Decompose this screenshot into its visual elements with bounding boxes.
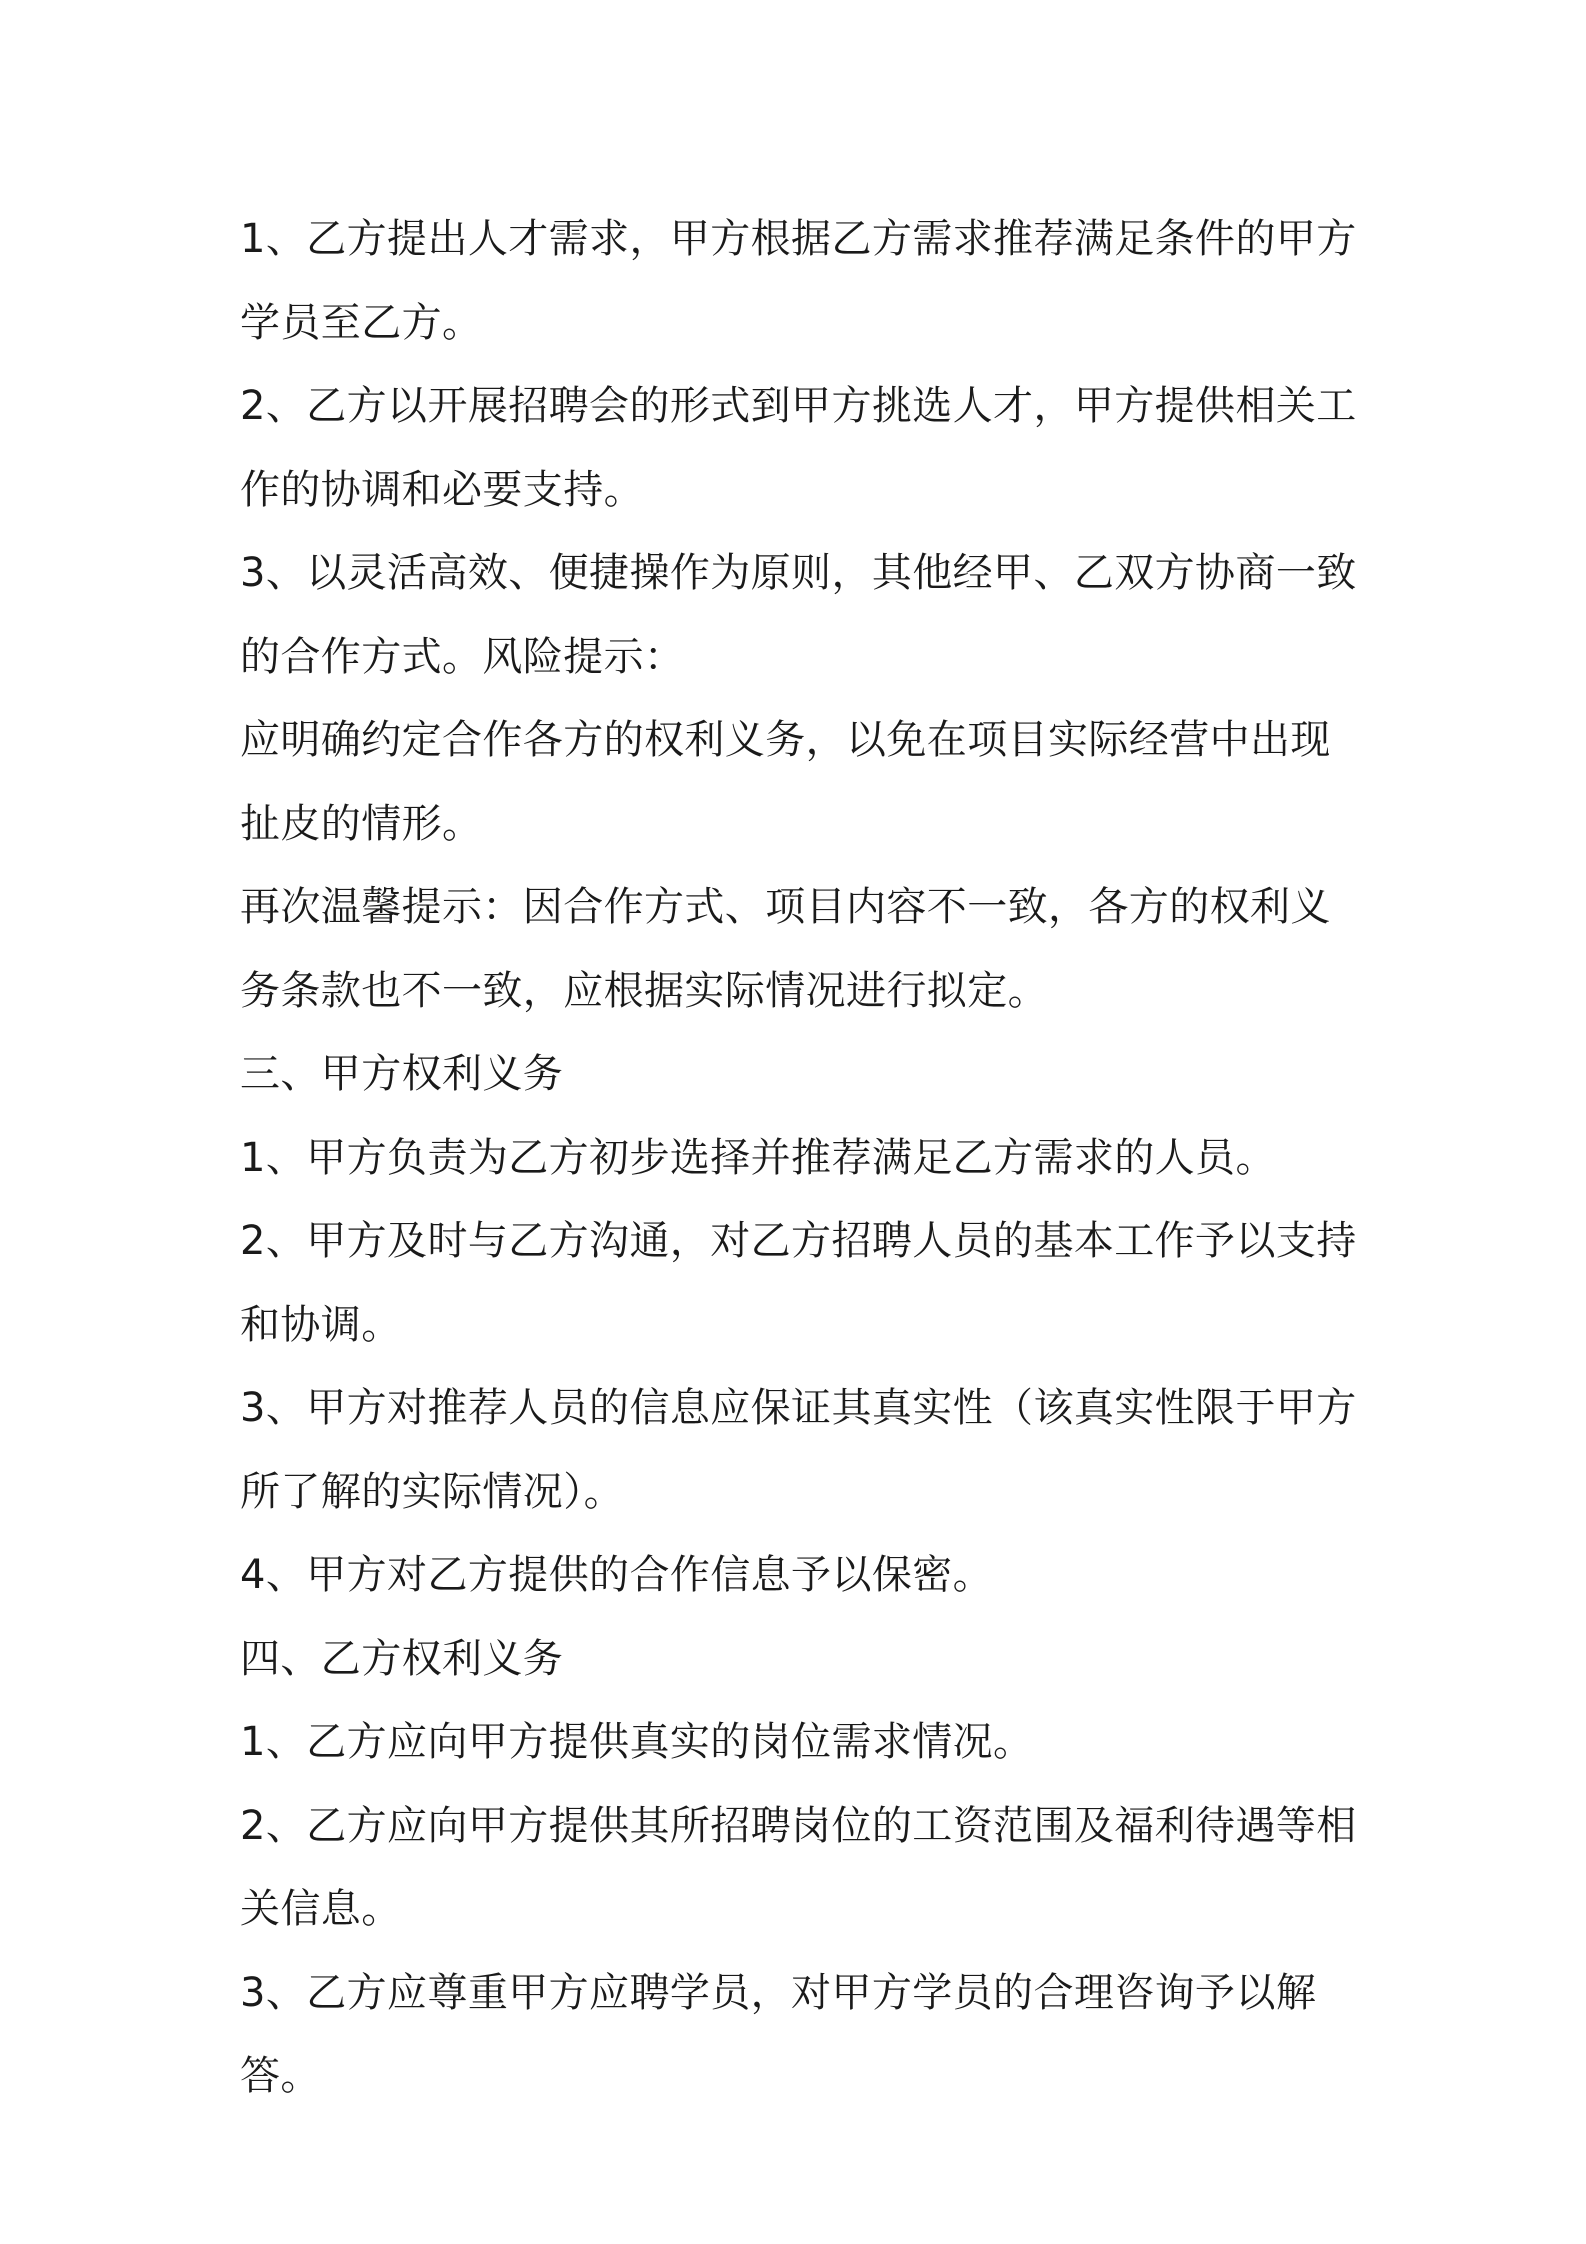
paragraph-7: 1、甲方负责为乙方初步选择并推荐满足乙方需求的人员。 — [240, 1134, 1276, 1181]
paragraph-1: 1、乙方提出人才需求，甲方根据乙方需求推荐满足条件的甲方学员至乙方。 — [240, 216, 1357, 346]
paragraph-8: 2、甲方及时与乙方沟通，对乙方招聘人员的基本工作予以支持和协调。 — [240, 1218, 1357, 1348]
paragraph-2: 2、乙方以开展招聘会的形式到甲方挑选人才，甲方提供相关工作的协调和必要支持。 — [240, 383, 1357, 513]
paragraph-5: 再次温馨提示：因合作方式、项目内容不一致，各方的权利义务条款也不一致，应根据实际情况进行拟定。 — [240, 884, 1331, 1014]
section-heading-4: 四、乙方权利义务 — [240, 1635, 564, 1682]
paragraph-4: 应明确约定合作各方的权利义务，以免在项目实际经营中出现扯皮的情形。 — [240, 717, 1331, 847]
paragraph-9: 3、甲方对推荐人员的信息应保证其真实性（该真实性限于甲方所了解的实际情况）。 — [240, 1385, 1357, 1515]
paragraph-14: 3、乙方应尊重甲方应聘学员，对甲方学员的合理咨询予以解答。 — [240, 1969, 1317, 2099]
document-body — [240, 198, 1370, 2119]
paragraph-12: 1、乙方应向甲方提供真实的岗位需求情况。 — [240, 1719, 1034, 1765]
section-heading-3: 三、甲方权利义务 — [240, 1051, 564, 1097]
paragraph-10: 4、甲方对乙方提供的合作信息予以保密。 — [240, 1552, 994, 1598]
paragraph-3: 3、以灵活高效、便捷操作为原则，其他经甲、乙双方协商一致的合作方式。风险提示： — [240, 550, 1357, 680]
paragraph-13: 2、乙方应向甲方提供其所招聘岗位的工资范围及福利待遇等相关信息。 — [240, 1802, 1357, 1932]
